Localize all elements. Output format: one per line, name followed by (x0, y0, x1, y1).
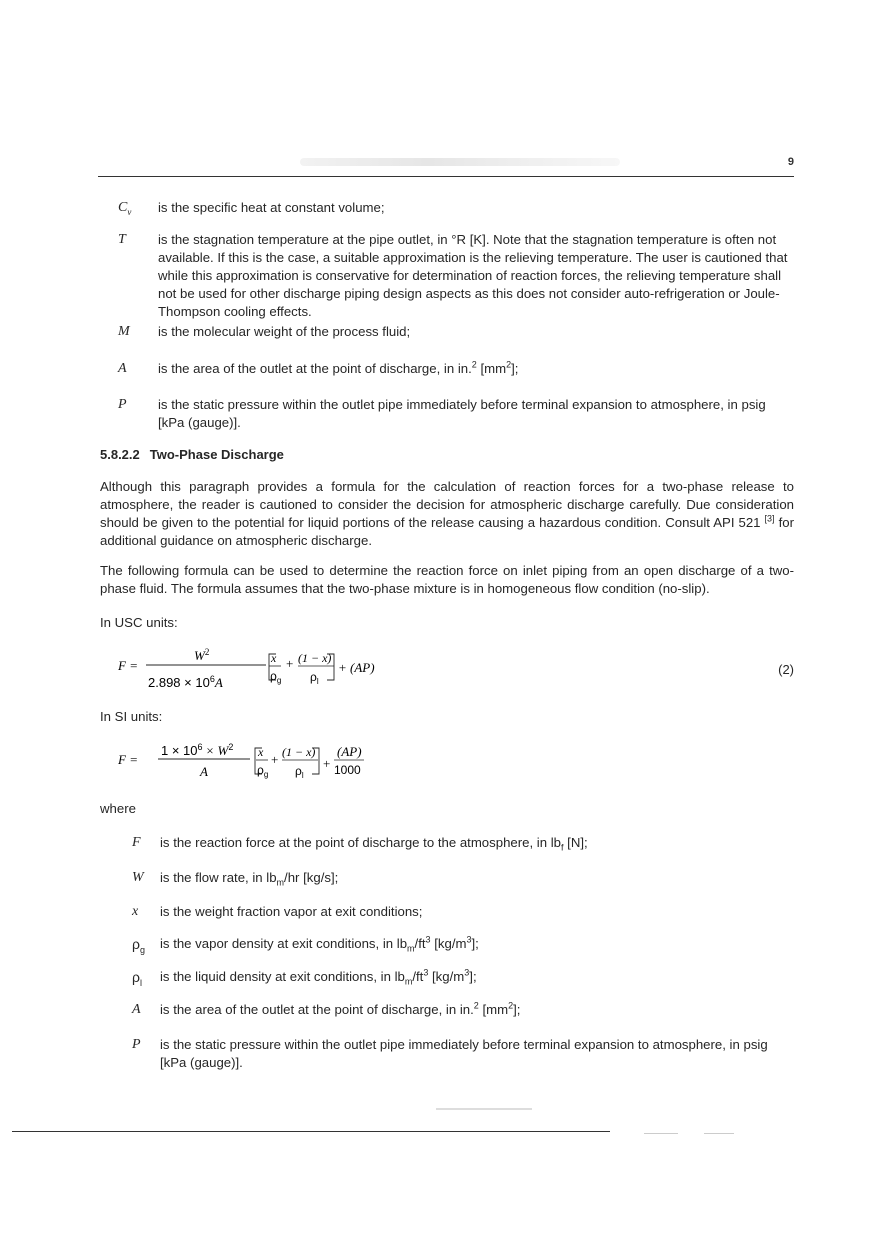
frac-one-minus-x: (1 − x) (282, 745, 316, 759)
def-t (118, 231, 794, 321)
frac-rho-l: $\rho_l$ (310, 670, 319, 686)
def-p (118, 396, 794, 432)
def-symbol: $C_v$ (118, 200, 132, 217)
def-symbol: P (118, 397, 127, 412)
def-p-2 (132, 1036, 794, 1072)
def-symbol: T (118, 232, 126, 247)
frac-1000-den: 1000 (334, 763, 361, 777)
reference-marker: [3] (764, 513, 775, 524)
def-text: is the static pressure within the outlet pipe immediately before terminal expansion to atmosphere, in psig [kPa (gauge)]. (160, 1037, 768, 1070)
header-rule (98, 176, 794, 177)
def-rho-l (132, 968, 794, 986)
section-heading (100, 446, 284, 464)
def-symbol: $\rho_g$ (132, 936, 145, 955)
def-text: is the specific heat at constant volume; (158, 200, 385, 215)
def-symbol: W (132, 870, 144, 885)
plus-sign: + (286, 656, 294, 671)
formula-usc-svg (118, 646, 378, 694)
equation-number: (2) (778, 662, 794, 677)
formula-denominator: A (200, 764, 208, 779)
formula-si (118, 738, 378, 791)
paragraph-formula-intro: The following formula can be used to determine the reaction force on inlet piping from an open discharge of a two-phase fluid. The formula assumes that the two-phase mixture is in homogeneous flow condition (no-slip). (100, 563, 794, 596)
page-number: 9 (787, 156, 794, 168)
def-text: is the weight fraction vapor at exit conditions; (160, 904, 423, 919)
def-x (132, 903, 794, 921)
plus-sign: + (271, 752, 279, 767)
def-symbol: A (132, 1002, 141, 1017)
def-text: is the static pressure within the outlet pipe immediately before terminal expansion to atmosphere, in psig [kPa (gauge)]. (158, 397, 766, 430)
def-rho-g (132, 935, 794, 953)
def-text: is the area of the outlet at the point of discharge, in in.$^2$ $[mm^2]$; (158, 359, 519, 376)
section-number: 5.8.2.2 (100, 447, 140, 462)
def-text: is the reaction force at the point of discharge to the atmosphere, in $lb_f$ [N]; (160, 835, 588, 853)
paragraph-caution: Although this paragraph provides a formula for the calculation of reaction forces for a two-phase release to atmosphere, the reader is cautioned to consider the decision for atmospheric discharge carefully. Due consideration should be given to the potential for liquid portions of the release causing a hazardous condition. Consult API 521 [3] for additional guidance on atmospheric discharge. (100, 479, 794, 548)
formula-si-svg (118, 738, 378, 786)
formula-numerator: $1 \times 10^6 \times W^2$ (161, 742, 234, 758)
footer-faded-mark (704, 1133, 734, 1134)
def-symbol: $\rho_l$ (132, 969, 142, 988)
def-text: is the flow rate, in $lb_m/hr$ [kg/s]; (160, 870, 339, 888)
formula-denominator: $2.898 \times 10^6A$ (148, 674, 223, 690)
formula-numerator: $W^2$ (194, 647, 210, 663)
header-running-title-faded (300, 158, 620, 166)
frac-one-minus-x: (1 − x) (298, 651, 332, 665)
def-symbol: A (118, 361, 127, 376)
frac-x-num: x (271, 651, 277, 665)
def-text: is the molecular weight of the process fluid; (158, 324, 411, 339)
formula-tail: + (AP) (338, 660, 375, 675)
section-title: Two-Phase Discharge (149, 447, 284, 462)
si-units-label: In SI units: (100, 709, 163, 724)
frac-ap-num: (AP) (337, 744, 362, 759)
formula-usc (118, 646, 378, 699)
def-w (132, 869, 794, 887)
def-cv (118, 199, 794, 217)
def-symbol: x (132, 904, 139, 919)
def-a (118, 360, 794, 378)
def-symbol: F (132, 835, 141, 850)
def-f (132, 834, 794, 852)
def-a-2 (132, 1001, 794, 1019)
def-symbol: P (132, 1037, 141, 1052)
frac-rho-g: $\rho_g$ (257, 763, 269, 779)
def-text: is the stagnation temperature at the pipe outlet, in °R [K]. Note that the stagnation temperature is often not available. If this is the case, a suitable approximation is the relieving temperature. The user is cautioned that while this approximation is conservative for determination of reaction forces, the relieving temperature shall not be used for other discharge piping design aspects as this does not consider auto-refrigeration or Joule-Thompson cooling effects. (158, 232, 788, 319)
usc-units-label: In USC units: (100, 615, 178, 630)
footer-rule (12, 1131, 610, 1132)
footer-faded-mark (436, 1108, 532, 1110)
where-label: where (100, 801, 136, 816)
formula-lhs: F = (118, 658, 138, 673)
formula-lhs: F = (118, 752, 138, 767)
def-text: is the vapor density at exit conditions, in $lb_m/ft^3$ $[kg/m^3]$; (160, 934, 479, 954)
def-text: is the liquid density at exit conditions, in $lb_m/ft^3$ $[kg/m^3]$; (160, 967, 477, 987)
frac-rho-l: $\rho_l$ (295, 764, 304, 780)
frac-rho-g: $\rho_g$ (270, 669, 282, 685)
def-symbol: M (118, 324, 130, 339)
footer-faded-mark (644, 1133, 678, 1134)
frac-x-num: x (258, 745, 264, 759)
def-m (118, 323, 794, 341)
def-text: is the area of the outlet at the point of discharge, in in.$^2$ $[mm^2]$; (160, 1000, 521, 1017)
plus-sign: + (323, 756, 331, 771)
